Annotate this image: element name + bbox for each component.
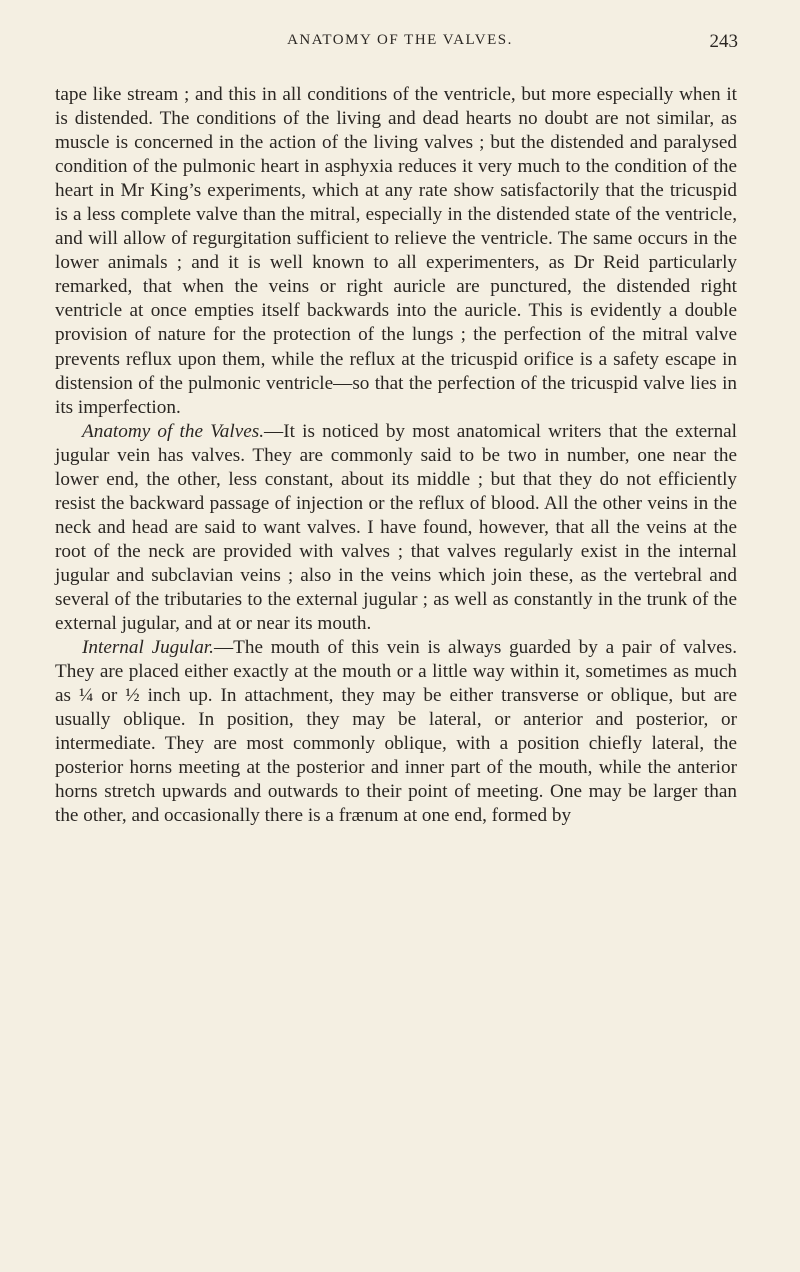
paragraph-text: —The mouth of this vein is always guarded by a pair of valves. They are placed either exactly at the mouth or a little way within it, sometimes as much as (55, 637, 737, 707)
paragraph-text: inch up. In attachment, they may be either transverse or oblique, but are usually oblique. In position, they may be lateral, or anterior and posterior, or intermediate. They are most commonly oblique, with a position chiefly lateral, the posterior horns meeting at the posterior and inner part of the mouth, while the anterior horns stretch upwards and outwards to their point of meeting. One may be larger than the other, and occasionally there is a frænum at one end, formed by (55, 685, 738, 827)
fraction: ¼ (78, 685, 94, 707)
paragraph-anatomy-of-valves (55, 420, 737, 636)
paragraph-internal-jugular (55, 636, 737, 828)
fraction: ½ (125, 685, 140, 707)
running-head (0, 32, 800, 60)
paragraph-text: or (93, 685, 126, 707)
paragraph-text: tape like stream ; and this in all conditions of the ventricle, but more especially when it is distended. The conditions of the living and dead hearts no doubt are not similar, as muscle is concerned in the action of the living valves ; but the distended and paralysed condition of the pulmonic heart in asphyxia reduces it very much to the condition of the heart in Mr King’s experiments, which at any rate show satisfactorily that the tricuspid is a less complete valve than the mitral, especially in the distended state of the ventricle, and will allow of regurgitation sufficient to relieve the ventricle. The same occurs in the lower animals ; and it is well known to all experimenters, as Dr Reid particularly remarked, that when the veins or right auricle are punctured, the distended right ventricle at once empties itself backwards into the auricle. This is evidently a double provision of nature for the protection of the lungs ; the perfection of the mitral valve prevents reflux upon them, while the reflux at the tricuspid orifice is a safety escape in distension of the pulmonic ventricle—so that the perfection of the tricuspid valve lies in its imperfection. (55, 84, 737, 418)
section-heading: Anatomy of the Valves. (82, 420, 265, 442)
page-number: 243 (709, 31, 738, 52)
paragraph-text: —It is noticed by most anatomical writers that the external jugular vein has valves. They are commonly said to be two in number, one near the lower end, the other, less constant, about its middle ; but that they do not efficiently resist the backward passage of injection or the reflux of blood. All the other veins in the neck and head are said to want valves. I have found, however, that all the veins at the root of the neck are provided with valves ; that valves regularly exist in the internal jugular and subclavian veins ; also in the veins which join these, as the vertebral and several of the tributaries to the external jugular ; as well as constantly in the trunk of the external jugular, and at or near its mouth. (55, 420, 738, 635)
running-title: ANATOMY OF THE VALVES. (287, 32, 513, 48)
section-heading: Internal Jugular. (82, 637, 214, 659)
body-text (55, 83, 737, 828)
paragraph-continuation (55, 83, 737, 420)
